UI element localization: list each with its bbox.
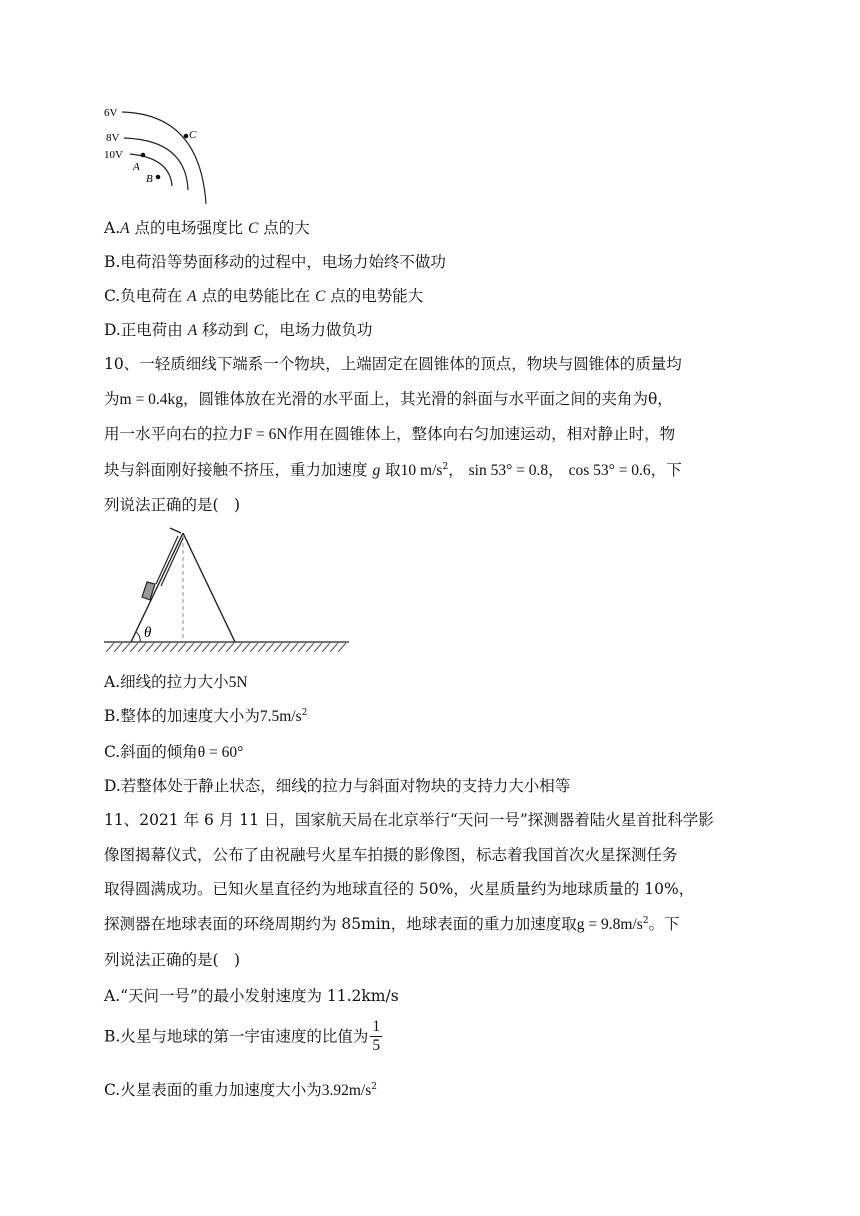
q9-option-c: C.负电荷在 A 点的电势能比在 C 点的电势能大	[104, 287, 424, 305]
label-b: B	[146, 173, 153, 185]
q11-option-a: A.“天问一号”的最小发射速度为 11.2km/s	[104, 987, 399, 1005]
label-8v: 8V	[106, 132, 120, 144]
fraction-one-fifth: $\frac{1}{5}$	[372, 1018, 381, 1054]
q10-stem-line-4: 块与斜面刚好接触不挤压，重力加速度 g 取10 $m/s^2$， sin 53° = 0.8， cos 53° = 0.6，下	[104, 461, 682, 479]
q9-option-b: B.电荷沿等势面移动的过程中，电场力始终不做功	[104, 253, 446, 271]
theta-label: θ	[144, 625, 152, 641]
q10-stem-line-1: 10、一轻质细线下端系一个物块，上端固定在圆锥体的顶点，物块与圆锥体的质量均	[104, 355, 682, 373]
q10-option-b: B.整体的加速度大小为$7.5m/s^2$	[104, 707, 308, 725]
q11-stem-line-5: 列说法正确的是( )	[104, 951, 241, 969]
q10-stem-line-3: 用一水平向右的拉力F = 6N作用在圆锥体上，整体向右匀加速运动，相对静止时，物	[104, 425, 676, 443]
q10-option-d: D.若整体处于静止状态，细线的拉力与斜面对物块的支持力大小相等	[104, 777, 571, 795]
q10-stem-line-2: 为m = 0.4kg，圆锥体放在光滑的水平面上，其光滑的斜面与水平面之间的夹角为θ，	[104, 390, 673, 408]
q9-option-a: A.A 点的电场强度比 C 点的大	[104, 219, 310, 237]
label-10v: 10V	[104, 149, 123, 161]
label-a: A	[133, 161, 140, 173]
q11-option-b: B.火星与地球的第一宇宙速度的比值为 $\frac{1}{5}$	[104, 1018, 381, 1054]
q11-stem-line-1: 11、2021 年 6 月 11 日，国家航天局在北京举行“天问一号”探测器着陆火星首批科学影	[104, 811, 714, 829]
cone-figure	[104, 524, 354, 658]
q9-option-d: D.正电荷由 A 移动到 C，电场力做负功	[104, 321, 373, 339]
q10-option-c: C.斜面的倾角θ = 60°	[104, 743, 244, 761]
label-c: C	[189, 129, 197, 141]
q10-stem-line-5: 列说法正确的是( )	[104, 496, 241, 514]
equipotential-figure	[100, 96, 220, 208]
q11-option-c: C.火星表面的重力加速度大小为$3.92m/s^2$	[104, 1081, 378, 1099]
label-6v: 6V	[104, 107, 118, 119]
q11-stem-line-3: 取得圆满成功。已知火星直径约为地球直径的 50%，火星质量约为地球质量的 10%，	[104, 880, 695, 898]
q10-option-a: A.细线的拉力大小5N	[104, 673, 248, 691]
q11-stem-line-4: 探测器在地球表面的环绕周期约为 85min，地球表面的重力加速度取$g = 9.8m/s^2$。下	[104, 915, 680, 933]
q11-stem-line-2: 像图揭幕仪式，公布了由祝融号火星车拍摄的影像图，标志着我国首次火星探测任务	[104, 846, 678, 864]
